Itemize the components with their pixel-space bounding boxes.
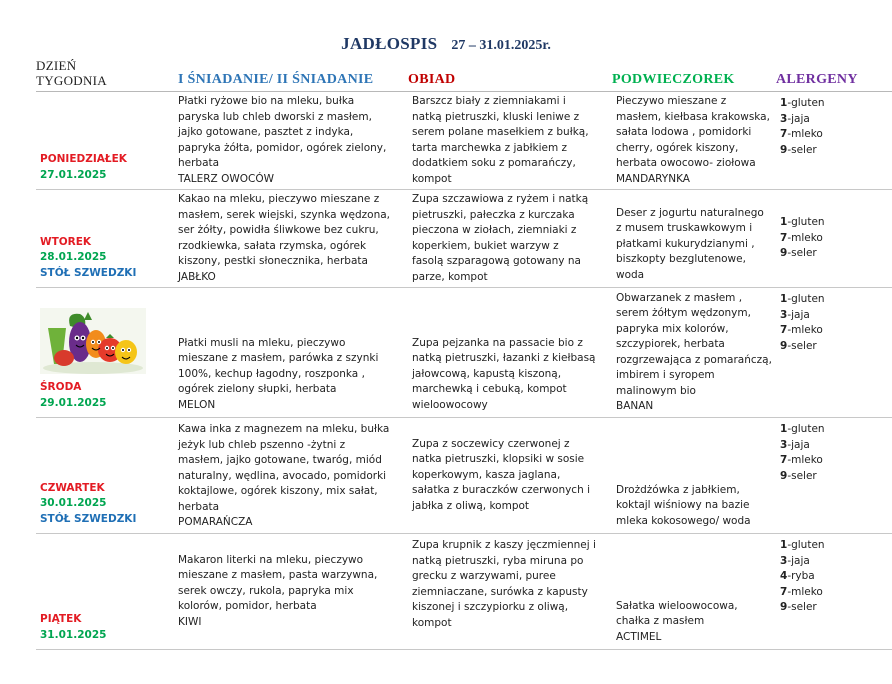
allergen-item: [780, 323, 888, 339]
snack-cell: [612, 288, 776, 418]
allergen-item: [780, 453, 888, 469]
allergen-item: [780, 308, 888, 324]
allergen-label: -gluten: [787, 216, 825, 229]
lunch-line: kompot: [412, 172, 452, 185]
allergen-code: 4: [780, 570, 788, 582]
breakfast-line: Kawa inka z magnezem na mleku, bułka: [178, 423, 390, 435]
menu-table: [36, 56, 892, 650]
lunch-line: koperkowym, kasza jaglana,: [412, 468, 561, 481]
menu-body: [36, 92, 892, 650]
allergen-item: [780, 569, 888, 585]
breakfast-line: serek owczy, rukola, papryka mix: [178, 584, 354, 597]
allergen-label: -jaja: [787, 554, 810, 567]
allergens-cell: [776, 534, 892, 650]
header-lunch: OBIAD: [408, 56, 612, 92]
breakfast-line: Kakao na mleku, pieczywo mieszane z: [178, 193, 380, 205]
menu-title: [0, 34, 892, 54]
breakfast-line: MELON: [178, 398, 216, 411]
header-breakfast: I ŚNIADANIE/ II ŚNIADANIE: [172, 56, 408, 92]
snack-cell: [612, 92, 776, 190]
allergen-code: 3: [780, 308, 788, 321]
allergen-label: -mleko: [787, 128, 823, 140]
day-date: 28.01.2025: [40, 251, 107, 263]
lunch-line: Zupa z soczewicy czerwonej z: [412, 437, 570, 450]
breakfast-line: TALERZ OWOCÓW: [178, 172, 274, 185]
day-date: 29.01.2025: [40, 396, 107, 409]
snack-line: MANDARYNKA: [616, 172, 690, 185]
breakfast-line: Płatki ryżowe bio na mleku, bułka: [178, 95, 355, 107]
day-date: 31.01.2025: [40, 628, 107, 641]
lunch-line: ziemniaczane, surówka z kapusty: [412, 585, 588, 598]
snack-cell: [612, 534, 776, 650]
lunch-line: pietruszki, pałeczka z kurczaka: [412, 208, 575, 221]
allergen-label: -gluten: [787, 539, 825, 551]
breakfast-line: kiszony, pestki słonecznika, herbata: [178, 255, 368, 267]
snack-line: woda: [616, 268, 645, 281]
breakfast-line: paryska lub chleb dworski z masłem,: [178, 110, 372, 123]
snack-line: cherry, ogórek kiszony,: [616, 141, 739, 154]
allergen-code: 9: [780, 143, 788, 156]
lunch-line: jabłka z oliwą, kompot: [412, 499, 530, 512]
allergen-label: -gluten: [787, 293, 825, 305]
snack-line: mleka kokosowego/ woda: [616, 514, 751, 527]
breakfast-line: kolorów, pomidor, herbata: [178, 600, 317, 613]
day-cell: [36, 92, 172, 190]
lunch-line: natką pietruszki, ryba miruna po: [412, 554, 584, 567]
allergen-item: [780, 339, 888, 355]
snack-line: sałata lodowa , pomidorki: [616, 126, 752, 138]
lunch-line: parze, kompot: [412, 270, 488, 283]
allergen-label: -mleko: [787, 454, 823, 466]
day-extra-note: STÓŁ SZWEDZKI: [40, 512, 137, 525]
lunch-line: marchewką i cebuką, kompot: [412, 383, 567, 395]
snack-line: Drożdżówka z jabłkiem,: [616, 483, 740, 496]
day-cell: [36, 534, 172, 650]
allergen-item: [780, 112, 888, 128]
breakfast-line: masłem, serek wiejski, szynka wędzona,: [178, 208, 390, 221]
allergen-item: [780, 231, 888, 247]
breakfast-line: 100%, kechup łagodny, roszponka ,: [178, 367, 365, 380]
allergen-code: 7: [780, 454, 788, 466]
breakfast-line: Płatki musli na mleku, pieczywo: [178, 336, 346, 349]
allergen-label: -seler: [787, 247, 817, 260]
lunch-line: fasolą szparagową gotowany na: [412, 255, 581, 267]
allergen-code: 1: [780, 97, 788, 109]
snack-line: herbata owocowo- ziołowa: [616, 157, 756, 169]
breakfast-line: KIWI: [178, 615, 202, 628]
allergen-code: 1: [780, 539, 788, 551]
allergen-label: -seler: [787, 601, 817, 613]
lunch-line: natka pietruszki, klopsiki w sosie: [412, 453, 585, 466]
allergen-label: -seler: [787, 469, 817, 482]
breakfast-line: ogórek zielony słupki, herbata: [178, 383, 337, 395]
allergen-code: 1: [780, 293, 788, 305]
snack-line: masłem, kiełbasa krakowska,: [616, 110, 770, 123]
lunch-line: kompot: [412, 616, 452, 629]
allergen-label: -seler: [787, 143, 817, 156]
breakfast-line: herbata: [178, 500, 220, 513]
header-row: [36, 56, 892, 92]
snack-line: chałka z masłem: [616, 615, 705, 627]
allergen-item: [780, 538, 888, 554]
title-dates: 27 – 31.01.2025r.: [451, 38, 551, 53]
snack-line: Deser z jogurtu naturalnego: [616, 206, 764, 219]
lunch-line: jałowcową, kapustą kiszoną,: [412, 367, 562, 380]
lunch-cell: [408, 288, 612, 418]
day-cell: [36, 418, 172, 534]
vegetables-cartoon-icon: [40, 308, 146, 374]
breakfast-cell: [172, 288, 408, 418]
allergen-item: [780, 469, 888, 485]
allergen-code: 7: [780, 128, 788, 140]
lunch-line: Zupa pejzanka na passacie bio z: [412, 336, 583, 349]
allergen-code: 3: [780, 554, 788, 567]
breakfast-line: koktajlowe, ogórek kiszony, mix sałat,: [178, 485, 378, 497]
day-date: 27.01.2025: [40, 168, 107, 181]
allergen-code: 7: [780, 324, 788, 336]
allergen-code: 9: [780, 339, 788, 352]
breakfast-line: papryka żółta, pomidor, ogórek zielony,: [178, 141, 387, 154]
day-name: WTOREK: [40, 235, 92, 248]
day-name: CZWARTEK: [40, 481, 105, 494]
lunch-line: sałatka z buraczków czerwonych i: [412, 484, 590, 497]
snack-line: Obwarzanek z masłem ,: [616, 291, 743, 304]
lunch-line: pieczona w ziołach, ziemniaki z: [412, 224, 577, 236]
lunch-line: Zupa krupnik z kaszy jęczmiennej i: [412, 539, 596, 551]
allergen-item: [780, 292, 888, 308]
lunch-line: Barszcz biały z ziemniakami i: [412, 95, 566, 107]
allergen-item: [780, 246, 888, 262]
allergen-code: 1: [780, 423, 788, 435]
allergen-item: [780, 438, 888, 454]
allergen-item: [780, 422, 888, 438]
header-day: DZIEŃ TYGODNIA: [36, 56, 172, 92]
lunch-line: koperkiem, bukiet warzyw z: [412, 239, 559, 252]
snack-cell: [612, 190, 776, 288]
snack-line: z musem truskawkowym i: [616, 222, 753, 234]
snack-line: koktajl wiśniowy na bazie: [616, 499, 750, 511]
lunch-cell: [408, 190, 612, 288]
allergen-label: -mleko: [787, 585, 823, 598]
snack-line: papryka mix kolorów,: [616, 322, 729, 335]
breakfast-line: POMARAŃCZA: [178, 516, 253, 528]
title-main: JADŁOSPIS: [341, 34, 438, 53]
snack-line: Pieczywo mieszane z: [616, 95, 727, 107]
lunch-line: natką pietruszki, kluski leniwe z: [412, 110, 580, 123]
breakfast-cell: [172, 92, 408, 190]
allergens-cell: [776, 190, 892, 288]
allergens-cell: [776, 418, 892, 534]
breakfast-line: herbata: [178, 157, 220, 169]
breakfast-line: jeżyk lub chleb pszenno -żytni z: [178, 438, 346, 451]
lunch-line: kiszonej i szczypiorku z oliwą,: [412, 601, 569, 613]
allergen-label: -seler: [787, 339, 817, 352]
lunch-cell: [408, 534, 612, 650]
table-row: [36, 92, 892, 190]
breakfast-line: ser żółty, powidła śliwkowe bez cukru,: [178, 224, 379, 236]
allergen-label: -jaja: [787, 438, 810, 451]
snack-line: biszkopty bezglutenowe,: [616, 253, 746, 265]
table-row: [36, 288, 892, 418]
allergens-cell: [776, 92, 892, 190]
allergen-item: [780, 215, 888, 231]
lunch-line: tarta marchewka z jabłkiem z: [412, 141, 568, 154]
allergen-code: 9: [780, 469, 788, 482]
allergen-item: [780, 127, 888, 143]
breakfast-line: naturalny, wędlina, avocado, pomidorki: [178, 469, 387, 482]
day-cell: [36, 288, 172, 418]
header-allergens: ALERGENY: [776, 56, 892, 92]
allergen-label: -mleko: [787, 324, 823, 336]
day-cell: [36, 190, 172, 288]
allergen-code: 9: [780, 601, 788, 613]
allergen-code: 1: [780, 216, 788, 229]
lunch-line: wieloowocowy: [412, 398, 488, 411]
day-date: 30.01.2025: [40, 497, 107, 509]
breakfast-line: rzodkiewka, sałata rzymska, ogórek: [178, 239, 367, 252]
allergens-cell: [776, 288, 892, 418]
lunch-cell: [408, 92, 612, 190]
breakfast-cell: [172, 418, 408, 534]
snack-line: płatkami kukurydzianymi ,: [616, 237, 755, 250]
table-row: [36, 190, 892, 288]
breakfast-cell: [172, 534, 408, 650]
table-row: [36, 418, 892, 534]
snack-line: Sałatka wieloowocowa,: [616, 599, 738, 612]
allergen-item: [780, 96, 888, 112]
allergen-item: [780, 585, 888, 601]
allergen-label: -jaja: [787, 112, 810, 125]
snack-line: imbirem i syropem: [616, 369, 715, 381]
breakfast-line: JABŁKO: [178, 270, 216, 283]
snack-line: BANAN: [616, 400, 654, 412]
snack-line: ACTIMEL: [616, 630, 662, 643]
breakfast-line: mieszane z masłem, pasta warzywna,: [178, 569, 378, 582]
allergen-label: -gluten: [787, 423, 825, 435]
allergen-code: 7: [780, 585, 788, 598]
snack-line: rozgrzewająca z pomarańczą,: [616, 353, 772, 366]
breakfast-line: mieszane z masłem, parówka z szynki: [178, 352, 379, 364]
header-snack: PODWIECZOREK: [612, 56, 776, 92]
allergen-code: 3: [780, 438, 788, 451]
snack-line: serem żółtym wędzonym,: [616, 307, 751, 319]
allergen-code: 9: [780, 247, 788, 260]
allergen-code: 3: [780, 112, 788, 125]
day-extra-note: STÓŁ SZWEDZKI: [40, 266, 137, 279]
day-name: ŚRODA: [40, 381, 82, 393]
allergen-label: -mleko: [787, 231, 823, 244]
snack-line: szczypiorek, herbata: [616, 338, 725, 350]
lunch-line: grecku z warzywami, puree: [412, 570, 556, 582]
lunch-line: natką pietruszki, łazanki z kiełbasą: [412, 352, 596, 364]
allergen-item: [780, 554, 888, 570]
breakfast-line: jajko gotowane, pasztet z indyka,: [178, 126, 354, 138]
lunch-cell: [408, 418, 612, 534]
snack-cell: [612, 418, 776, 534]
allergen-label: -ryba: [787, 570, 815, 582]
table-row: [36, 534, 892, 650]
snack-line: malinowym bio: [616, 384, 696, 397]
breakfast-cell: [172, 190, 408, 288]
allergen-label: -jaja: [787, 308, 810, 321]
breakfast-line: Makaron literki na mleku, pieczywo: [178, 553, 364, 566]
lunch-line: serem polane masełkiem z bułką,: [412, 126, 589, 138]
day-name: PIĄTEK: [40, 613, 82, 625]
lunch-line: dodatkiem soku z pomarańczy,: [412, 157, 576, 169]
day-name: PONIEDZIAŁEK: [40, 153, 127, 165]
allergen-item: [780, 600, 888, 616]
allergen-label: -gluten: [787, 97, 825, 109]
allergen-code: 7: [780, 231, 788, 244]
lunch-line: Zupa szczawiowa z ryżem i natką: [412, 193, 589, 205]
allergen-item: [780, 143, 888, 159]
breakfast-line: masłem, jajko gotowane, twaróg, miód: [178, 454, 382, 466]
